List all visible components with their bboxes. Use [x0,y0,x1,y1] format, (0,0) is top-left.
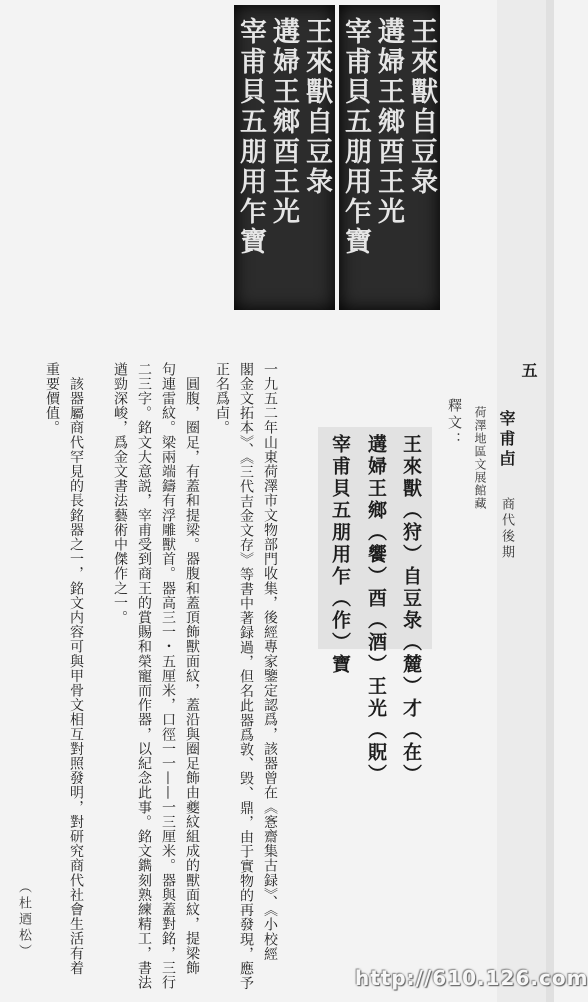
rubbing-column: 宰甫貝五朋用乍寶 [340,17,371,257]
transcription-line: 遘婦王鄉（饗）酉（酒）王光（貺） [365,434,387,786]
body-text-column: 一九五二年山東荷澤市文物部門收集，後經專家鑒定認爲，該器曾在《愙齋集古録》、《小校經 [262,362,278,962]
body-text-column: 該器屬商代罕見的長銘器之一，銘文内容可與甲骨文相互對照發明，對研究商代社會生活有着 [68,362,84,976]
body-text-column: 圓腹，圈足，有蓋和提梁。器腹和蓋頂飾獸面紋，蓋沿與圈足飾由夔紋組成的獸面紋，提梁飾 [184,362,200,976]
body-text-column: 二三字。銘文大意説，宰甫受到商王的賞賜和榮寵而作器，以紀念此事。銘文鐫刻熟練精工，書法 [136,362,152,990]
rubbing-column: 遘婦王鄉酉王光 [373,17,404,227]
body-text-column: 句連雷紋。梁兩端鑄有浮雕獸首。器高三一・五厘米，口徑一一——一三厘米。器與蓋對銘，三行 [160,362,176,990]
rubbing-column: 王來獸自豆彔 [406,17,437,197]
rubbing-column: 宰甫貝五朋用乍寶 [235,17,266,257]
body-text-column: 閣金文拓本》、《三代吉金文存》等書中著録過，但名此器爲敦、毁、鼎，由于實物的再發現，應予 [238,362,254,991]
body-text-column: 遒勁深峻，爲金文書法藝術中傑作之一。 [112,362,128,625]
body-text-column: 重要價值。 [44,362,60,435]
transcription-line: 王來獸（狩）自豆彔（麓）才（在） [400,434,422,786]
body-text-column: 正名爲卣。 [214,362,230,435]
inscription-rubbing-body [339,5,440,310]
rubbing-column: 王來獸自豆彔 [301,17,332,197]
rubbing-column: 遘婦王鄉酉王光 [268,17,299,227]
transcription-label: 釋文： [446,398,462,449]
page-edge [546,0,554,1002]
entry-title: 宰甫卣 [497,410,516,470]
entry-collection: 荷澤地區文展館藏 [473,406,487,510]
entry-period: 商代後期 [499,497,514,561]
site-watermark: http://610.126.com [355,966,588,990]
author-credit: （杜迺松） [16,880,31,960]
transcription-line: 宰甫貝五朋用乍（作）寶 [329,434,351,676]
entry-index: 五 [519,362,538,378]
inscription-rubbing-lid [234,5,335,310]
